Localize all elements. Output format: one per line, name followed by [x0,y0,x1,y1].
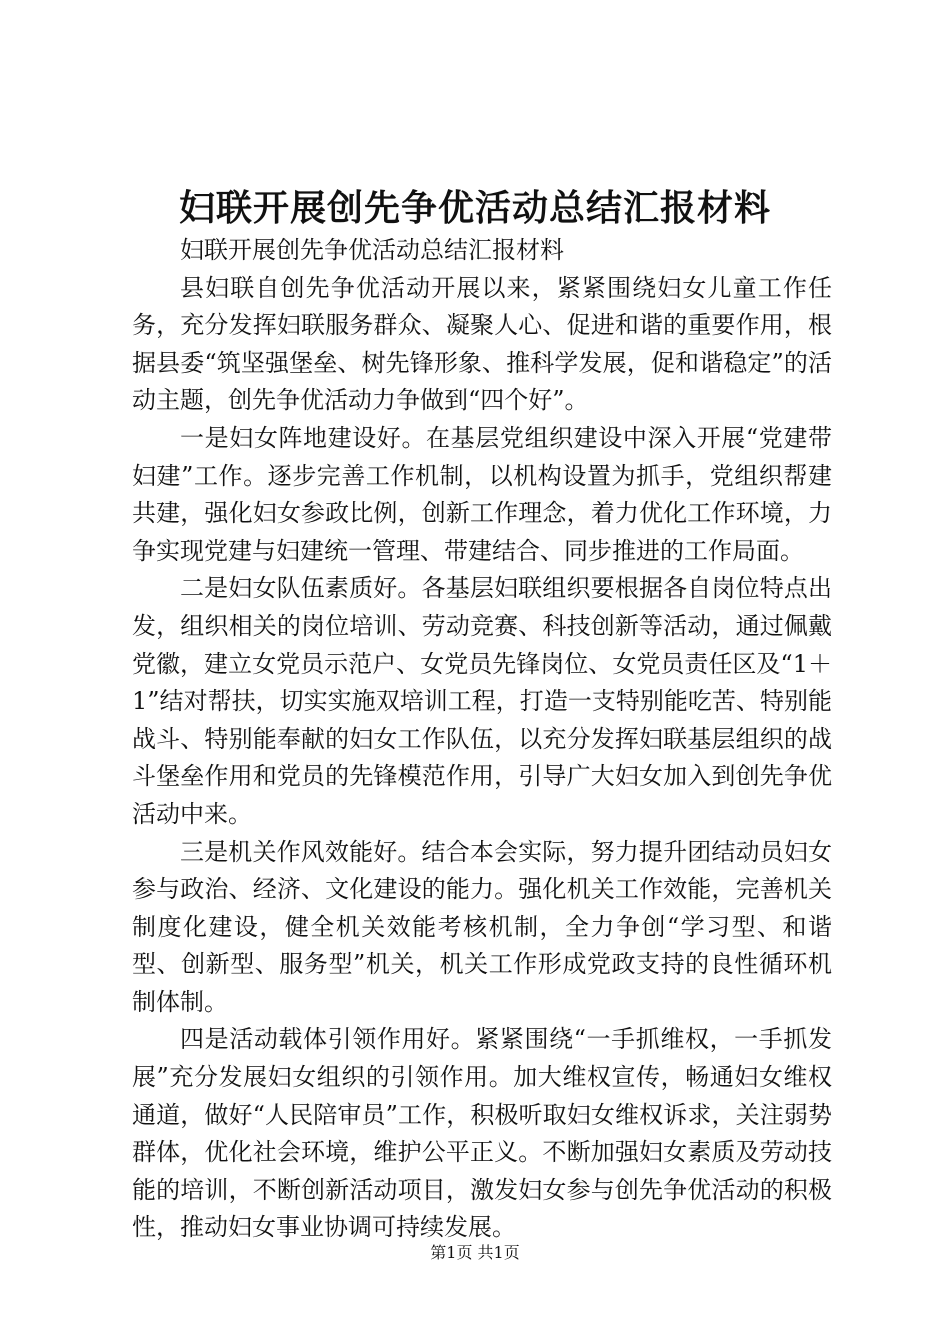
paragraph-2: 二是妇女队伍素质好。各基层妇联组织要根据各自岗位特点出发，组织相关的岗位培训、劳动竞赛、科技创新等活动，通过佩戴党徽，建立女党员示范户、女党员先锋岗位、女党员责任区及“1＋1”结对帮扶，切实实施双培训工程，打造一支特别能吃苦、特别能战斗、特别能奉献的妇女工作队伍，以充分发挥妇联基层组织的战斗堡垒作用和党员的先锋模范作用，引导广大妇女加入到创先争优活动中来。 [132,574,832,828]
page-footer: 第1页 共1页 [430,1243,520,1262]
document-title: 妇联开展创先争优活动总结汇报材料 [178,187,771,229]
subtitle-paragraph: 妇联开展创先争优活动总结汇报材料 [180,236,564,264]
paragraph-1: 一是妇女阵地建设好。在基层党组织建设中深入开展“党建带妇建”工作。逐步完善工作机制，以机构设置为抓手，党组织帮建共建，强化妇女参政比例，创新工作理念，着力优化工作环境，力争实现党建与妇建统一管理、带建结合、同步推进的工作局面。 [132,423,832,565]
intro-paragraph: 县妇联自创先争优活动开展以来，紧紧围绕妇女儿童工作任务，充分发挥妇联服务群众、凝聚人心、促进和谐的重要作用，根据县委“筑坚强堡垒、树先锋形象、推科学发展，促和谐稳定”的活动主题，创先争优活动力争做到“四个好”。 [132,273,832,415]
document-body [132,232,832,1247]
paragraph-3: 三是机关作风效能好。结合本会实际，努力提升团结动员妇女参与政治、经济、文化建设的能力。强化机关工作效能，完善机关制度化建设，健全机关效能考核机制，全力争创“学习型、和谐型、创新型、服务型”机关，机关工作形成党政支持的良性循环机制体制。 [132,837,832,1016]
paragraph-4: 四是活动载体引领作用好。紧紧围绕“一手抓维权，一手抓发展”充分发展妇女组织的引领作用。加大维权宣传，畅通妇女维权通道，做好“人民陪审员”工作，积极听取妇女维权诉求，关注弱势群体，优化社会环境，维护公平正义。不断加强妇女素质及劳动技能的培训，不断创新活动项目，激发妇女参与创先争优活动的积极性，推动妇女事业协调可持续发展。 [132,1025,832,1242]
